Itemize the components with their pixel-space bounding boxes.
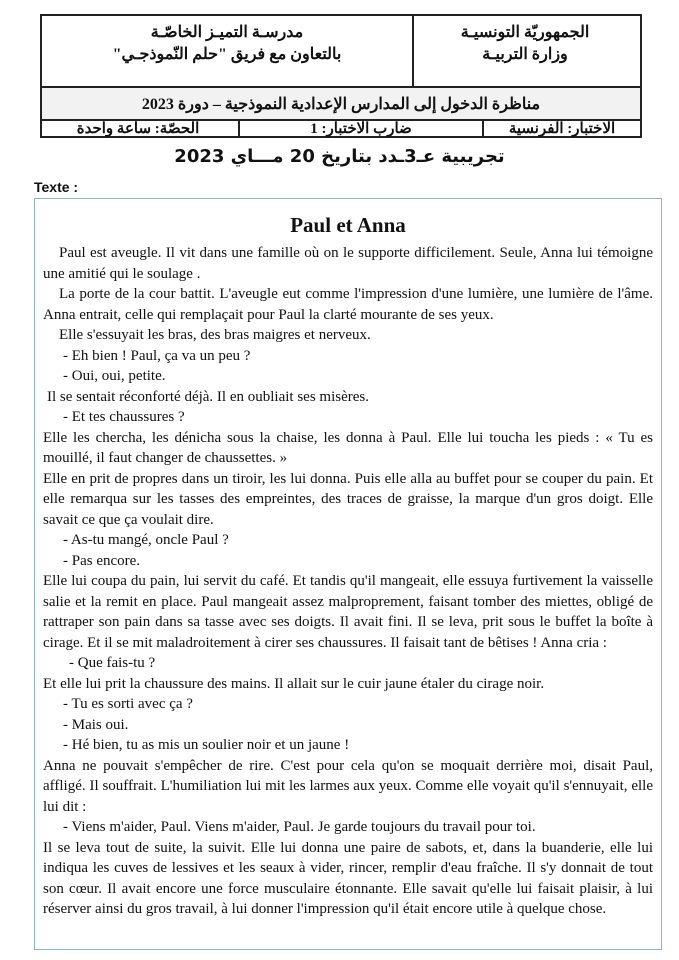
ministry-label: وزارة التربيـة bbox=[482, 46, 568, 63]
dialogue-line: - Pas encore. bbox=[63, 552, 141, 569]
dialogue-line: - Mais oui. bbox=[63, 716, 129, 733]
test-subtitle: تجريبية عـ3ـدد بتاريخ 20 مـــاي 2023 bbox=[174, 146, 505, 167]
story-paragraph: Paul est aveugle. Il vit dans une famille où on le supporte difficilement. Seule, Anna lui témoigne une amitié qui le soulage . bbox=[43, 245, 653, 282]
exam-header bbox=[40, 14, 642, 138]
dialogue-line: - Tu es sorti avec ça ? bbox=[63, 696, 193, 712]
school-name: مدرسـة التميـز الخاصّـة bbox=[150, 24, 304, 41]
story-paragraph: Il se sentait réconforté déjà. Il en oubliait ses misères. bbox=[47, 388, 369, 405]
dialogue-line: - Eh bien ! Paul, ça va un peu ? bbox=[63, 347, 251, 364]
story-paragraph: Il se leva tout de suite, la suivit. Elle lui donna une paire de sabots, et, dans la buanderie, elle lui indiqua les cuves de lessives et les seaux à vider, rincer, remplir d'eau fraîche. Il s'y donnait de tout son cœur. Il avait encore une force musculaire étonnante. Elle savait qu'elle lui faisait plaisir, à lui réserver ainsi du gros travail, à lui donner l'impression qu'il était encore utile à quelque chose. bbox=[43, 839, 653, 917]
story-paragraph: La porte de la cour battit. L'aveugle eut comme l'impression d'une lumière, une lumière de l'âme. Anna entrait, celle qui remplaçait pour Paul la clarté mourante de ses yeux. bbox=[43, 286, 653, 323]
duration-cell: الحصّة: ساعة واحدة bbox=[38, 121, 240, 138]
story-paragraph: Elle s'essuyait les bras, des bras maigres et nerveux. bbox=[59, 327, 371, 343]
subject-cell: الاختبار: الفرنسية bbox=[508, 121, 616, 137]
ministry-block bbox=[410, 16, 640, 86]
story-title: Paul et Anna bbox=[290, 213, 406, 237]
story-paragraph: Elle les chercha, les dénicha sous la chaise, les donna à Paul. Elle lui toucha les pieds : « Tu es mouillé, il faut changer de chaussettes. » bbox=[43, 429, 653, 466]
story-paragraph: Elle lui coupa du pain, lui servit du café. Et tandis qu'il mangeait, elle essuya furtivement la vaisselle salie et la remit en place. Paul mangeait assez malproprement, faisant tomber des miettes, obligé de rattraper son pain dans sa tasse avec ses doigts. Il avait fini. Il se leva, prit sous le buffet la boîte à cirage. Et il se mit maladroitement à cirer ses chaussures. Il faisait tant de bêtises ! Anna cria : bbox=[43, 573, 653, 651]
header-info-row bbox=[42, 121, 640, 138]
texte-label: Texte : bbox=[34, 179, 79, 195]
dialogue-line: - Et tes chaussures ? bbox=[63, 409, 185, 425]
dialogue-line: - Que fais-tu ? bbox=[69, 655, 156, 671]
story-paragraph: Elle en prit de propres dans un tiroir, les lui donna. Puis elle alla au buffet pour se couper du pain. Et elle remarqua sur les tasses des empreintes, des traces de graisse, la marque d'un gros doigt. Elle savait ce que ça voulait dire. bbox=[43, 470, 653, 528]
exam-title: مناظرة الدخول إلى المدارس الإعدادية النموذجية – دورة 2023 bbox=[141, 96, 541, 113]
dialogue-line: - Viens m'aider, Paul. Viens m'aider, Paul. Je garde toujours du travail pour toi. bbox=[63, 819, 536, 835]
dialogue-line: - Oui, oui, petite. bbox=[63, 368, 166, 384]
republic-label: الجمهوريّة التونسيـة bbox=[460, 24, 590, 41]
story-text-box bbox=[34, 198, 662, 950]
coefficient-cell: ضارب الاختبار: 1 bbox=[240, 121, 484, 138]
header-title-row bbox=[42, 88, 640, 121]
dialogue-line: - As-tu mangé, oncle Paul ? bbox=[63, 532, 229, 548]
partner-team: بالتعاون مع فريق "حلم النّموذجـي" bbox=[112, 46, 342, 63]
story-paragraph: Et elle lui prit la chaussure des mains. Il allait sur le cuir jaune étaler du cirage noir. bbox=[43, 675, 545, 692]
dialogue-line: - Hé bien, tu as mis un soulier noir et un jaune ! bbox=[63, 737, 350, 753]
header-top-row bbox=[42, 16, 640, 88]
school-block bbox=[42, 16, 414, 86]
story-paragraph: Anna ne pouvait s'empêcher de rire. C'est pour cela qu'on se moquait derrière moi, disait Paul, affligé. Il souffrait. L'humiliation lui mit les larmes aux yeux. Comme elle voyait qu'il s'ennuyait, elle lui dit : bbox=[43, 757, 653, 815]
